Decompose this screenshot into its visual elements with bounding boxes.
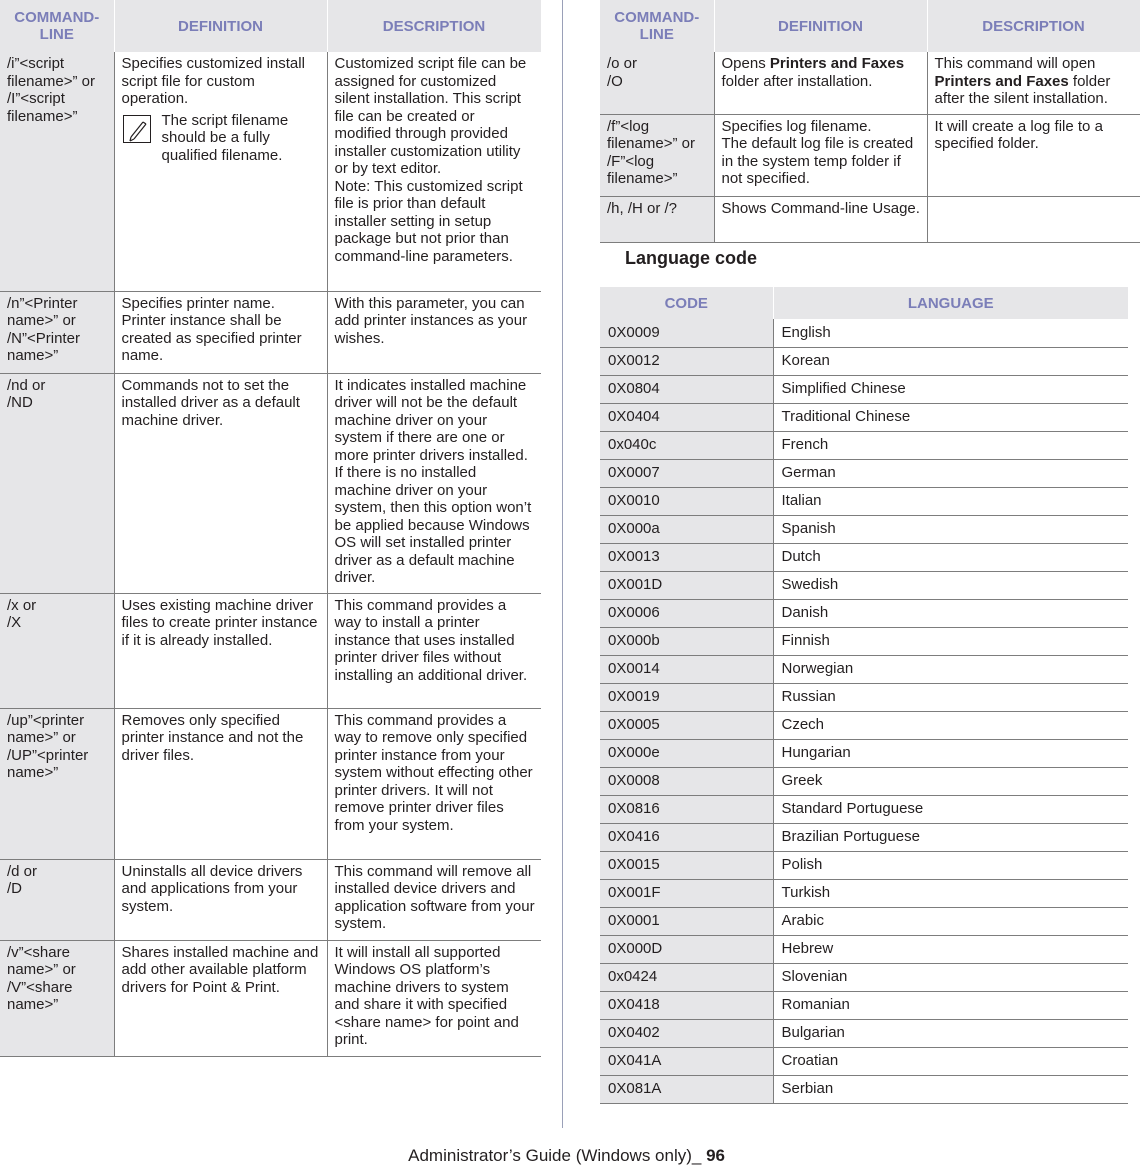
language-name-cell: Standard Portuguese (773, 795, 1128, 823)
table-row (600, 907, 1128, 935)
table-row (600, 823, 1128, 851)
language-name-cell: English (773, 319, 1128, 347)
description-cell: This command provides a way to install a printer instance that uses installed printer driver files without installing an additional driver. (327, 593, 541, 708)
table-row (600, 739, 1128, 767)
language-code-cell: 0x0424 (600, 963, 773, 991)
language-code-cell: 0X000a (600, 515, 773, 543)
table-row (0, 859, 541, 940)
language-name-cell: Polish (773, 851, 1128, 879)
table-row (600, 487, 1128, 515)
language-name-cell: Slovenian (773, 963, 1128, 991)
table-row (600, 963, 1128, 991)
language-code-cell: 0X0402 (600, 1019, 773, 1047)
table-row (600, 347, 1128, 375)
definition-cell: Commands not to set the installed driver as a default machine driver. (114, 373, 327, 593)
language-code-cell: 0X0012 (600, 347, 773, 375)
note-text: The script filename should be a fully qualified filename. (161, 111, 289, 164)
table-row (0, 708, 541, 859)
table-row (600, 515, 1128, 543)
language-name-cell: Korean (773, 347, 1128, 375)
description-cell: It indicates installed machine driver will not be the default machine driver on your system if there are one or more printer drivers installed. If there is no installed machine driver on your system, then this option won’t be applied because Windows OS will set installed printer driver as a default machine driver. (327, 373, 541, 593)
definition-cell: Specifies customized install script file for custom operation. The script filename should be a fully qualified filename. (114, 52, 327, 291)
header-code: CODE (600, 287, 773, 319)
language-code-cell: 0X0010 (600, 487, 773, 515)
table-row (600, 627, 1128, 655)
note-block (122, 112, 321, 165)
language-name-cell: Swedish (773, 571, 1128, 599)
description-cell: This command will remove all installed device drivers and application software from your system. (327, 859, 541, 940)
table-header-row (0, 0, 541, 52)
page-number: 96 (706, 1146, 725, 1165)
language-code-cell: 0X000b (600, 627, 773, 655)
language-name-cell: Greek (773, 767, 1128, 795)
language-code-heading: Language code (625, 248, 758, 268)
language-name-cell: Dutch (773, 543, 1128, 571)
command-cell: /nd or /ND (0, 373, 114, 593)
command-cell: /d or /D (0, 859, 114, 940)
language-name-cell: Croatian (773, 1047, 1128, 1075)
language-name-cell: Italian (773, 487, 1128, 515)
language-name-cell: Simplified Chinese (773, 375, 1128, 403)
header-language: LANGUAGE (773, 287, 1128, 319)
command-cell: /x or /X (0, 593, 114, 708)
table-row (600, 935, 1128, 963)
language-code-cell: 0X0009 (600, 319, 773, 347)
language-name-cell: Arabic (773, 907, 1128, 935)
command-cell: /v”<share name>” or /V”<share name>” (0, 940, 114, 1056)
header-definition: DEFINITION (114, 0, 327, 52)
column-divider (562, 0, 563, 1128)
command-cell: /h, /H or /? (600, 196, 714, 242)
command-cell: /o or /O (600, 52, 714, 114)
language-code-cell: 0X0007 (600, 459, 773, 487)
table-row (600, 655, 1128, 683)
table-row (600, 599, 1128, 627)
description-cell: It will create a log file to a specified folder. (927, 114, 1140, 196)
language-name-cell: German (773, 459, 1128, 487)
table-row (600, 571, 1128, 599)
table-row (600, 52, 1140, 114)
table-row (600, 795, 1128, 823)
table-row (600, 991, 1128, 1019)
language-name-cell: Czech (773, 711, 1128, 739)
header-description: DESCRIPTION (327, 0, 541, 52)
table-row (600, 403, 1128, 431)
command-line-table-right (600, 0, 1140, 243)
table-row (0, 373, 541, 593)
header-command-line: COMMAND-LINE (0, 0, 114, 52)
description-cell: With this parameter, you can add printer instances as your wishes. (327, 291, 541, 373)
description-cell: It will install all supported Windows OS platform’s machine drivers to system and share it with specified <share name> for point and print. (327, 940, 541, 1056)
language-name-cell: Finnish (773, 627, 1128, 655)
language-code-cell: 0X000e (600, 739, 773, 767)
language-code-cell: 0X0804 (600, 375, 773, 403)
language-code-table (600, 287, 1128, 1104)
language-name-cell: Norwegian (773, 655, 1128, 683)
table-row (600, 319, 1128, 347)
language-code-cell: 0X0404 (600, 403, 773, 431)
note-pencil-icon (122, 114, 152, 144)
header-definition: DEFINITION (714, 0, 927, 52)
command-line-table-left (0, 0, 542, 1057)
language-name-cell: Danish (773, 599, 1128, 627)
definition-cell: Specifies log filename. The default log file is created in the system temp folder if not specified. (714, 114, 927, 196)
language-code-cell: 0X001D (600, 571, 773, 599)
language-code-cell: 0X0014 (600, 655, 773, 683)
language-name-cell: Serbian (773, 1075, 1128, 1103)
table-header-row (600, 0, 1140, 52)
definition-cell: Shows Command-line Usage. (714, 196, 927, 242)
language-code-cell: 0X0816 (600, 795, 773, 823)
language-name-cell: Traditional Chinese (773, 403, 1128, 431)
table-row (600, 1075, 1128, 1103)
table-row (600, 543, 1128, 571)
table-row (0, 940, 541, 1056)
language-code-cell: 0X001F (600, 879, 773, 907)
table-row (600, 431, 1128, 459)
language-name-cell: Spanish (773, 515, 1128, 543)
table-row (600, 114, 1140, 196)
description-cell: This command will open Printers and Faxes folder after the silent installation. (927, 52, 1140, 114)
language-code-cell: 0X0005 (600, 711, 773, 739)
language-code-cell: 0X0418 (600, 991, 773, 1019)
table-row (0, 291, 541, 373)
command-cell: /up”<printer name>” or /UP”<printer name>” (0, 708, 114, 859)
table-row (600, 459, 1128, 487)
language-name-cell: French (773, 431, 1128, 459)
table-row (600, 851, 1128, 879)
language-name-cell: Hungarian (773, 739, 1128, 767)
table-row (600, 1047, 1128, 1075)
description-cell: Customized script file can be assigned for customized silent installation. This script file can be created or modified through provided installer customization utility or by text editor. Note: This customized script file is prior than default installer setting in setup package but not prior than command-line parameters. (327, 52, 541, 291)
language-code-cell: 0X0013 (600, 543, 773, 571)
command-cell: /i”<script filename>” or /I”<script filename>” (0, 52, 114, 291)
table-row (600, 879, 1128, 907)
language-code-cell: 0X081A (600, 1075, 773, 1103)
header-command-line: COMMAND-LINE (600, 0, 714, 52)
language-code-cell: 0X0015 (600, 851, 773, 879)
table-row (600, 683, 1128, 711)
language-code-cell: 0X000D (600, 935, 773, 963)
language-code-cell: 0X0416 (600, 823, 773, 851)
language-name-cell: Brazilian Portuguese (773, 823, 1128, 851)
language-code-cell: 0X0019 (600, 683, 773, 711)
language-name-cell: Turkish (773, 879, 1128, 907)
table-row (0, 593, 541, 708)
definition-cell: Uninstalls all device drivers and applications from your system. (114, 859, 327, 940)
definition-cell: Specifies printer name. Printer instance shall be created as specified printer name. (114, 291, 327, 373)
table-row (600, 711, 1128, 739)
table-header-row (600, 287, 1128, 319)
table-row (600, 1019, 1128, 1047)
language-code-cell: 0X0006 (600, 599, 773, 627)
table-row (600, 767, 1128, 795)
definition-cell: Removes only specified printer instance and not the driver files. (114, 708, 327, 859)
language-code-cell: 0X041A (600, 1047, 773, 1075)
language-code-cell: 0X0008 (600, 767, 773, 795)
language-code-cell: 0X0001 (600, 907, 773, 935)
language-code-cell: 0x040c (600, 431, 773, 459)
table-row (600, 375, 1128, 403)
language-name-cell: Hebrew (773, 935, 1128, 963)
description-cell (927, 196, 1140, 242)
language-name-cell: Bulgarian (773, 1019, 1128, 1047)
page-footer: Administrator’s Guide (Windows only)_ 96 (408, 1146, 725, 1165)
language-name-cell: Russian (773, 683, 1128, 711)
language-name-cell: Romanian (773, 991, 1128, 1019)
definition-cell: Shares installed machine and add other available platform drivers for Point & Print. (114, 940, 327, 1056)
header-description: DESCRIPTION (927, 0, 1140, 52)
table-row (0, 52, 541, 291)
definition-cell: Uses existing machine driver files to create printer instance if it is already installed. (114, 593, 327, 708)
definition-cell: Opens Printers and Faxes folder after installation. (714, 52, 927, 114)
command-cell: /f”<log filename>” or /F”<log filename>” (600, 114, 714, 196)
command-cell: /n”<Printer name>” or /N”<Printer name>” (0, 291, 114, 373)
table-row (600, 196, 1140, 242)
description-cell: This command provides a way to remove only specified printer instance from your system without effecting other printer drivers. It will not remove printer driver files from your system. (327, 708, 541, 859)
